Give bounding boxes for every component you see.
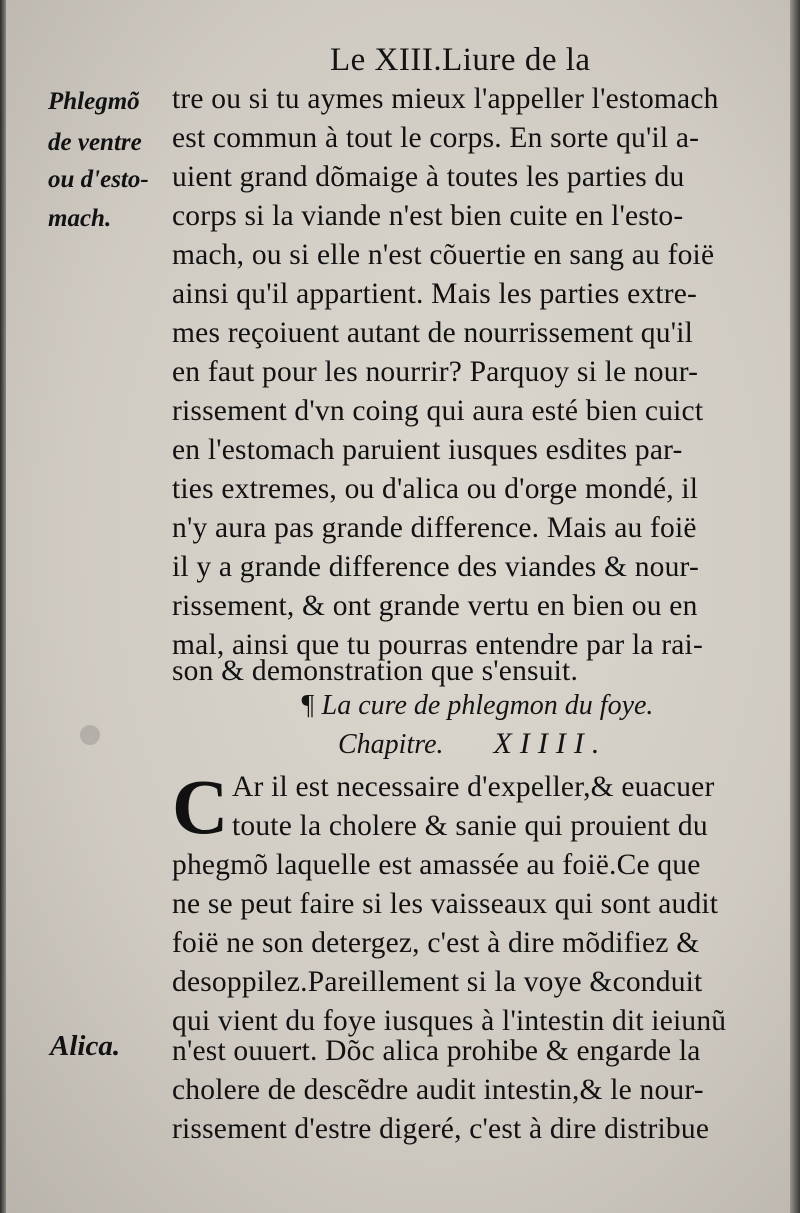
text-line: qui vient du foye iusques à l'intestin dit ieiunũ [172, 1005, 727, 1037]
text-line: est commun à tout le corps. En sorte qu'il a- [172, 122, 700, 154]
text-line: son & demonstration que s'ensuit. [172, 655, 579, 687]
marginal-note-2: de ventre [48, 129, 142, 156]
marginal-note-1: Phlegmõ [48, 88, 140, 115]
text-line: rissement d'estre digeré, c'est à dire distribue [172, 1113, 710, 1145]
text-line: phegmõ laquelle est amassée au foië.Ce que [172, 849, 701, 881]
text-line: tre ou si tu aymes mieux l'appeller l'estomach [172, 83, 719, 115]
text-line: en faut pour les nourrir? Parquoy si le nour- [172, 356, 699, 388]
text-line: ties extremes, ou d'alica ou d'orge mondé, il [172, 473, 699, 505]
text-line: corps si la viande n'est bien cuite en l'esto- [172, 200, 684, 232]
running-head: Le XIII.Liure de la [330, 42, 591, 78]
page-right-edge-shadow [790, 0, 800, 1213]
text-line: uient grand dõmaige à toutes les parties du [172, 161, 685, 193]
marginal-note-3: ou d'esto- [48, 166, 149, 193]
text-line: en l'estomach paruient iusques esdites par- [172, 434, 683, 466]
text-line: mes reçoiuent autant de nourrissement qu'il [172, 317, 694, 349]
text-line: rissement d'vn coing qui aura esté bien cuict [172, 395, 704, 427]
text-line: desoppilez.Pareillement si la voye &conduit [172, 966, 703, 998]
text-line: Ar il est necessaire d'expeller,& euacuer [232, 771, 715, 803]
text-line: n'est ouuert. Dõc alica prohibe & engarde la [172, 1035, 701, 1067]
text-line: mach, ou si elle n'est cõuertie en sang au foië [172, 239, 715, 271]
page-left-edge-shadow [0, 0, 6, 1213]
marginal-note-4: mach. [48, 205, 112, 232]
text-line: cholere de descẽdre audit intestin,& le nour- [172, 1074, 704, 1106]
text-line: ainsi qu'il appartient. Mais les parties extre- [172, 278, 698, 310]
chapter-heading [338, 727, 607, 761]
text-line: ne se peut faire si les vaisseaux qui sont audit [172, 888, 719, 920]
text-line: mal, ainsi que tu pourras entendre par la rai- [172, 629, 703, 661]
chapter-label: Chapitre. [338, 729, 444, 760]
drop-cap: C [172, 763, 229, 850]
text-line: n'y aura pas grande difference. Mais au foië [172, 512, 697, 544]
text-line: toute la cholere & sanie qui prouient du [232, 810, 708, 842]
text-line: il y a grande difference des viandes & nour- [172, 551, 699, 583]
text-line: foië ne son detergez, c'est à dire mõdifiez & [172, 927, 700, 959]
chapter-number: XIIII. [493, 727, 608, 760]
section-title: ¶ La cure de phlegmon du foye. [300, 690, 654, 721]
ink-smudge [80, 725, 100, 745]
text-line: rissement, & ont grande vertu en bien ou en [172, 590, 698, 622]
marginal-note-alica: Alica. [50, 1030, 121, 1062]
